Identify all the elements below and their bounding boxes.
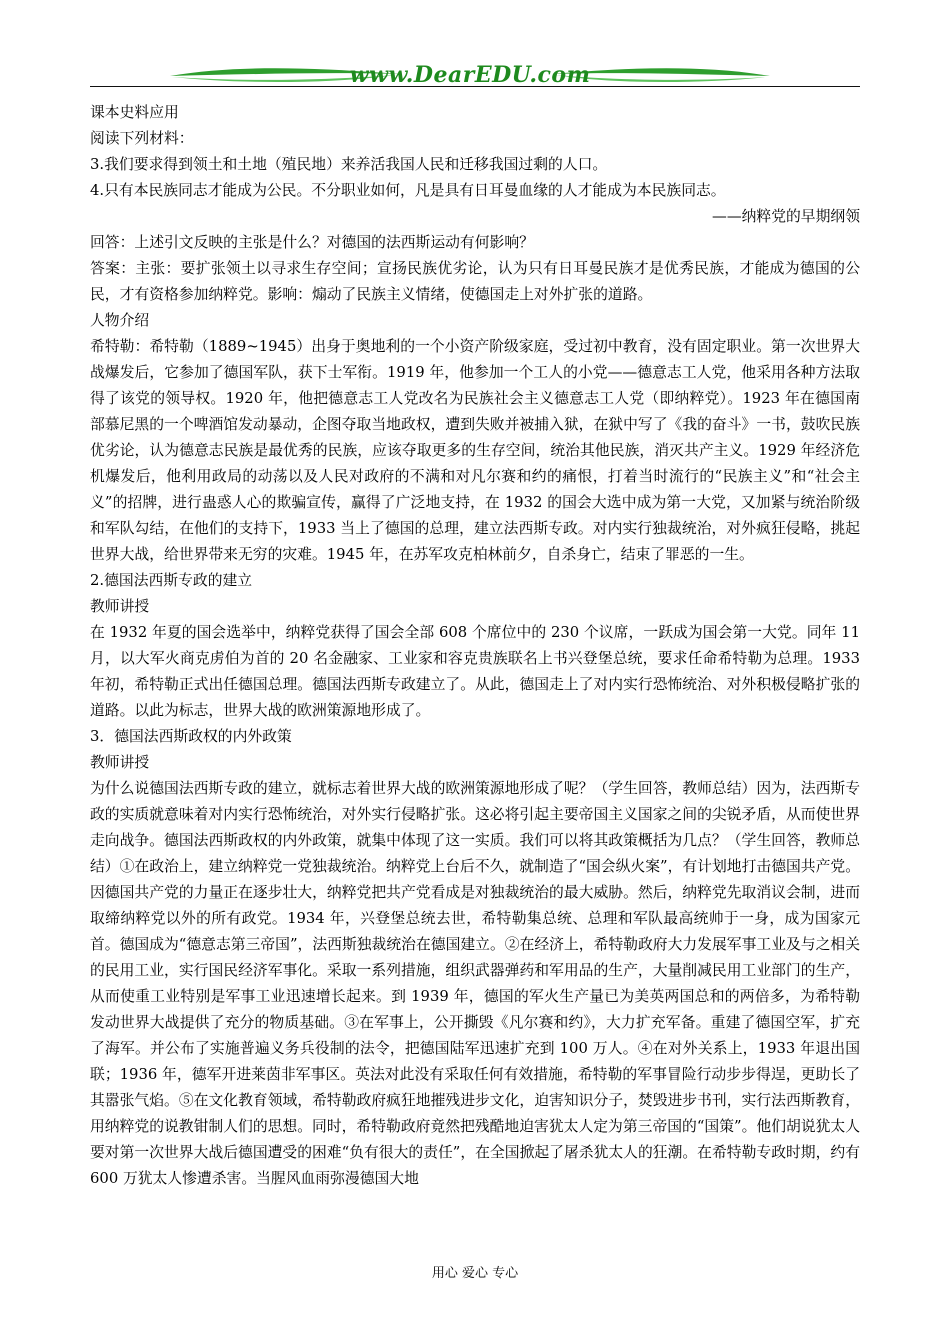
text-line: 课本史料应用 (90, 104, 179, 121)
page-footer: 用心 爱心 专心 (431, 1266, 519, 1281)
site-url: www.DearEDU.com (349, 62, 591, 88)
section-heading: 2.德国法西斯专政的建立 (90, 572, 253, 589)
section-text: 为什么说德国法西斯专政的建立，就标志着世界大战的欧洲策源地形成了呢？（学生回答，教师总结）因为，法西斯专政的实质就意味着对内实行恐怖统治，对外实行侵略扩张。这必将引起主要帝国主义国家之间的尖锐矛盾，从而使世界走向战争。德国法西斯政权的内外政策，就集中体现了这一实质。我们可以将其政策概括为几点？（学生回答，教师总结）①在政治上，建立纳粹党一党独裁统治。纳粹党上台后不久，就制造了“国会纵火案”，有计划地打击德国共产党。因德国共产党的力量正在逐步壮大，纳粹党把共产党看成是对独裁统治的最大威胁。然后，纳粹党先取消议会制，进而取缔纳粹党以外的所有政党。1934 年，兴登堡总统去世，希特勒集总统、总理和军队最高统帅于一身，成为国家元首。德国成为“德意志第三帝国”，法西斯独裁统治在德国建立。②在经济上，希特勒政府大力发展军事工业及与之相关的民用工业，实行国民经济军事化。采取一系列措施，组织武器弹药和军用品的生产，大量削减民用工业部门的生产，从而使重工业特别是军事工业迅速增长起来。到 1939 年，德国的军火生产量已为美英两国总和的两倍多，为希特勒发动世界大战提供了充分的物质基础。③在军事上，公开撕毁《凡尔赛和约》，大力扩充军备。重建了德国空军，扩充了海军。并公布了实施普遍义务兵役制的法令，把德国陆军迅速扩充到 100 万人。④在对外关系上，1933 年退出国联；1936 年，德军开进莱茵非军事区。英法对此没有采取任何有效措施，希特勒的军事冒险行动步步得逞，更助长了其嚣张气焰。⑤在文化教育领域，希特勒政府疯狂地摧残进步文化，迫害知识分子，焚毁进步书刊，实行法西斯教育，用纳粹党的说教钳制人们的思想。同时，希特勒政府竟然把残酷地迫害犹太人定为第三帝国的“国策”。他们胡说犹太人要对第一次世界大战后德国遭受的困难“负有很大的责任”，在全国掀起了屠杀犹太人的狂潮。在希特勒专政时期，约有 600 万犹太人惨遭杀害。当腥风血雨弥漫德国大地 (90, 780, 860, 1187)
text-line: 阅读下列材料： (90, 130, 194, 147)
text-line: 3.我们要求得到领土和土地（殖民地）来养活我国人民和迁移我国过剩的人口。 (90, 156, 608, 173)
section-text: 在 1932 年夏的国会选举中，纳粹党获得了国会全部 608 个席位中的 230 个议席，一跃成为国会第一大党。同年 11 月，以大军火商克虏伯为首的 20 名金融家、工业家和容克贵族联名上书兴登堡总统，要求任命希特勒为总理。1933 年初，希特勒正式出任德国总理。德国法西斯专政建立了。从此，德国走上了对内实行恐怖统治、对外积极侵略扩张的道路。以此为标志，世界大战的欧洲策源地形成了。 (90, 624, 860, 719)
teacher-label: 教师讲授 (90, 598, 150, 615)
teacher-label: 教师讲授 (90, 754, 150, 771)
document-body (90, 100, 860, 1192)
bio-text: 希特勒：希特勒（1889~1945）出身于奥地利的一个小资产阶级家庭，受过初中教育，没有固定职业。第一次世界大战爆发后，它参加了德国军队，获下士军衔。1919 年，他参加一个工人的小党——德意志工人党，他采用各种方法取得了该党的领导权。1920 年，他把德意志工人党改名为民族社会主义德意志工人党（即纳粹党）。1923 年在德国南部慕尼黑的一个啤酒馆发动暴动，企图夺取当地政权，遭到失败并被捕入狱，在狱中写了《我的奋斗》一书，鼓吹民族优劣论，认为德意志民族是最优秀的民族，应该夺取更多的生存空间，统治其他民族，消灭共产主义。1929 年经济危机爆发后，他利用政局的动荡以及人民对政府的不满和对凡尔赛和约的痛恨，打着当时流行的“民族主义”和“社会主义”的招牌，进行蛊惑人心的欺骗宣传，赢得了广泛地支持，在 1932 的国会大选中成为第一大党，又加紧与统治阶级和军队勾结，在他们的支持下，1933 当上了德国的总理，建立法西斯专政。对内实行独裁统治，对外疯狂侵略，挑起世界大战，给世界带来无穷的灾难。1945 年，在苏军攻克柏林前夕，自杀身亡，结束了罪恶的一生。 (90, 338, 860, 563)
text-line: 4.只有本民族同志才能成为公民。不分职业如何，凡是具有日耳曼血缘的人才能成为本民族同志。 (90, 182, 726, 199)
answer-text: 答案：主张：要扩张领土以寻求生存空间；宣扬民族优劣论，认为只有日耳曼民族才是优秀民族，才能成为德国的公民，才有资格参加纳粹党。影响：煽动了民族主义情绪，使德国走上对外扩张的道路。 (90, 260, 860, 303)
section-heading: 3．德国法西斯政权的内外政策 (90, 728, 292, 745)
quote-source: ——纳粹党的早期纲领 (712, 208, 860, 225)
header-divider (90, 86, 860, 87)
bio-heading: 人物介绍 (90, 312, 150, 329)
question-text: 回答：上述引文反映的主张是什么？对德国的法西斯运动有何影响？ (90, 234, 534, 251)
